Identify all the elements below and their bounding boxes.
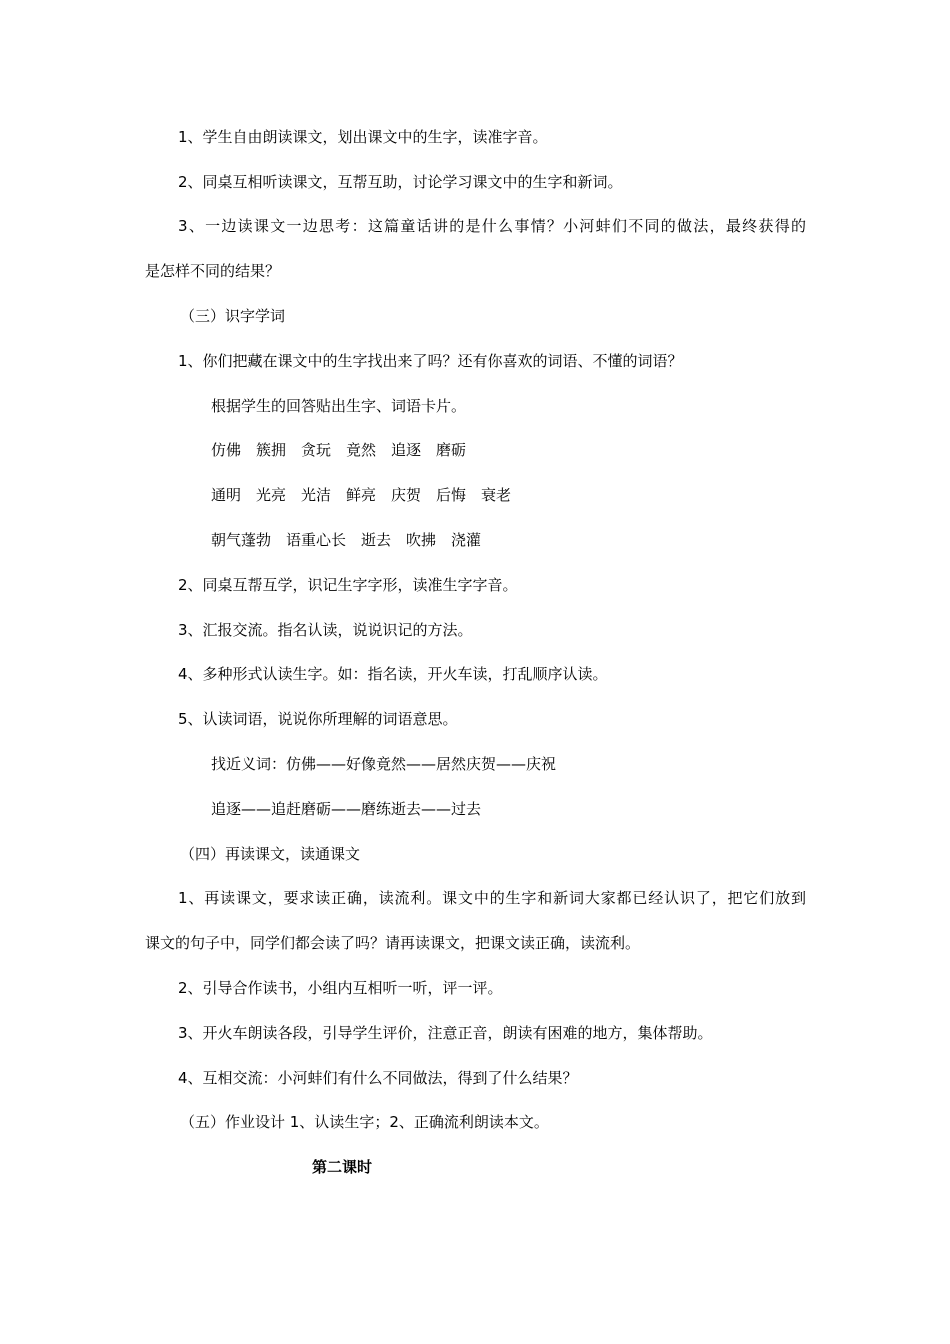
synonym-line: 追逐——追赶磨砺——磨练逝去——过去 (211, 800, 482, 818)
paragraph-line: 2、同桌互帮互学，识记生字字形，读准生字字音。 (178, 576, 518, 594)
paragraph-line: 4、多种形式认读生字。如：指名读，开火车读，打乱顺序认读。 (178, 665, 608, 683)
paragraph-line: 5、认读词语，说说你所理解的词语意思。 (178, 710, 458, 728)
section-heading: （三）识字学词 (180, 307, 286, 325)
paragraph-line: 4、互相交流：小河蚌们有什么不同做法，得到了什么结果？ (178, 1069, 578, 1087)
section-heading: （四）再读课文，读通课文 (180, 845, 361, 863)
lesson-heading: 第二课时 (312, 1158, 373, 1176)
section-heading: （五）作业设计 1、认读生字；2、正确流利朗读本文。 (180, 1113, 549, 1131)
paragraph-line: 根据学生的回答贴出生字、词语卡片。 (211, 397, 467, 415)
paragraph-line: 是怎样不同的结果？ (145, 262, 281, 280)
word-list: 仿佛 簇拥 贪玩 竟然 追逐 磨砺 (211, 441, 467, 459)
paragraph-line: 1、再读课文，要求读正确，读流利。课文中的生字和新词大家都已经认识了，把它们放到 (178, 889, 806, 907)
paragraph-line: 3、开火车朗读各段，引导学生评价，注意正音，朗读有困难的地方，集体帮助。 (178, 1024, 713, 1042)
paragraph-line: 2、引导合作读书，小组内互相听一听，评一评。 (178, 979, 503, 997)
synonym-line: 找近义词：仿佛——好像竟然——居然庆贺——庆祝 (211, 755, 557, 773)
paragraph-line: 1、你们把藏在课文中的生字找出来了吗？还有你喜欢的词语、不懂的词语？ (178, 352, 683, 370)
word-list: 通明 光亮 光洁 鲜亮 庆贺 后悔 衰老 (211, 486, 512, 504)
paragraph-line: 课文的句子中，同学们都会读了吗？请再读课文，把课文读正确，读流利。 (145, 934, 641, 952)
paragraph-line: 3、汇报交流。指名认读，说说识记的方法。 (178, 621, 473, 639)
paragraph-line: 3、一边读课文一边思考：这篇童话讲的是什么事情？小河蚌们不同的做法，最终获得的 (178, 217, 806, 235)
word-list: 朝气蓬勃 语重心长 逝去 吹拂 浇灌 (211, 531, 482, 549)
paragraph-line: 1、学生自由朗读课文，划出课文中的生字，读准字音。 (178, 128, 548, 146)
paragraph-line: 2、同桌互相听读课文，互帮互助，讨论学习课文中的生字和新词。 (178, 173, 623, 191)
